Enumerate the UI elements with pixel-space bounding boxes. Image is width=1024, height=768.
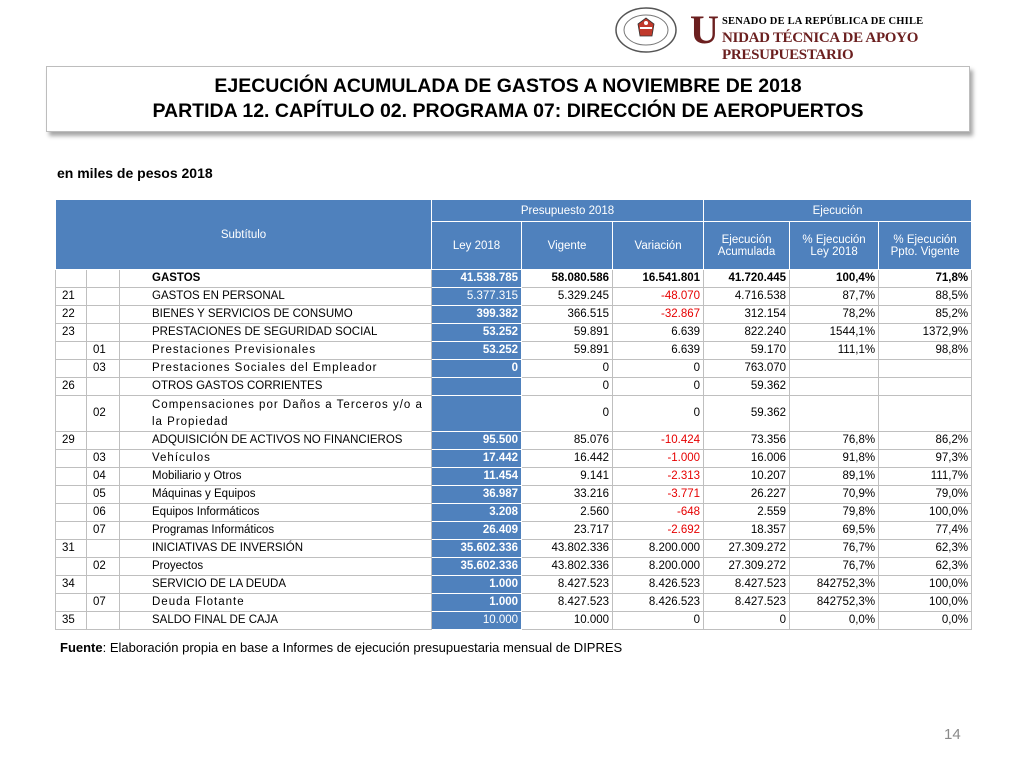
cell-ejecucion: 16.006: [704, 450, 790, 468]
cell-variacion: -32.867: [613, 306, 704, 324]
cell-ejecucion: 4.716.538: [704, 288, 790, 306]
cell-ejecucion: 27.309.272: [704, 540, 790, 558]
cell-name: ADQUISICIÓN DE ACTIVOS NO FINANCIEROS: [120, 432, 432, 450]
table-row: [56, 450, 972, 468]
cell-item: [87, 378, 120, 396]
source-text: : Elaboración propia en base a Informes de ejecución presupuestaria mensual de DIPRES: [102, 640, 623, 655]
cell-pct-ley: 70,9%: [790, 486, 879, 504]
cell-ley: [432, 396, 522, 432]
cell-pct-ley: 1544,1%: [790, 324, 879, 342]
cell-item: [87, 306, 120, 324]
cell-pct-ley: 842752,3%: [790, 576, 879, 594]
cell-pct-vigente: 77,4%: [879, 522, 972, 540]
cell-ley: 17.442: [432, 450, 522, 468]
slide-title-box: [46, 66, 970, 132]
cell-variacion: -648: [613, 504, 704, 522]
table-row: [56, 504, 972, 522]
cell-subtitulo: 34: [56, 576, 87, 594]
cell-pct-ley: [790, 360, 879, 378]
cell-name: Vehículos: [120, 450, 432, 468]
cell-ejecucion: 8.427.523: [704, 576, 790, 594]
cell-vigente: 58.080.586: [522, 270, 613, 288]
cell-pct-vigente: 100,0%: [879, 576, 972, 594]
cell-item: [87, 270, 120, 288]
cell-ley: 1.000: [432, 594, 522, 612]
header-ejecucion-acumulada: [704, 222, 790, 270]
header-ejecucion-acumulada-line2: Acumulada: [717, 245, 776, 258]
table-row: [56, 522, 972, 540]
cell-pct-ley: 76,7%: [790, 540, 879, 558]
table-row: [56, 558, 972, 576]
header-ejecucion-group: Ejecución: [704, 200, 972, 222]
source-label: Fuente: [60, 640, 103, 655]
cell-variacion: 8.426.523: [613, 576, 704, 594]
cell-name: Deuda Flotante: [120, 594, 432, 612]
header-pct-vigente-line2: Ppto. Vigente: [890, 245, 960, 258]
cell-variacion: 0: [613, 612, 704, 630]
table-row: [56, 270, 972, 288]
cell-vigente: 10.000: [522, 612, 613, 630]
cell-ley: 36.987: [432, 486, 522, 504]
cell-ejecucion: 41.720.445: [704, 270, 790, 288]
cell-subtitulo: 29: [56, 432, 87, 450]
cell-pct-vigente: 100,0%: [879, 504, 972, 522]
cell-name: Equipos Informáticos: [120, 504, 432, 522]
cell-ejecucion: 59.170: [704, 342, 790, 360]
cell-ley: 10.000: [432, 612, 522, 630]
cell-name: SERVICIO DE LA DEUDA: [120, 576, 432, 594]
cell-pct-ley: 91,8%: [790, 450, 879, 468]
cell-ejecucion: 8.427.523: [704, 594, 790, 612]
cell-variacion: 6.639: [613, 342, 704, 360]
cell-item: 02: [87, 558, 120, 576]
cell-name: Proyectos: [120, 558, 432, 576]
cell-subtitulo: [56, 594, 87, 612]
cell-variacion: -2.692: [613, 522, 704, 540]
cell-item: 04: [87, 468, 120, 486]
cell-vigente: 0: [522, 396, 613, 432]
cell-item: [87, 612, 120, 630]
cell-ley: 95.500: [432, 432, 522, 450]
cell-vigente: 16.442: [522, 450, 613, 468]
cell-ley: 399.382: [432, 306, 522, 324]
header-pct-ley-line2: Ley 2018: [810, 245, 858, 258]
cell-name: INICIATIVAS DE INVERSIÓN: [120, 540, 432, 558]
cell-ejecucion: 2.559: [704, 504, 790, 522]
cell-pct-vigente: 86,2%: [879, 432, 972, 450]
cell-variacion: 6.639: [613, 324, 704, 342]
cell-subtitulo: [56, 360, 87, 378]
cell-variacion: 8.426.523: [613, 594, 704, 612]
table-row: [56, 612, 972, 630]
slide-title-line1: EJECUCIÓN ACUMULADA DE GASTOS A NOVIEMBRE DE 2018: [214, 75, 802, 97]
cell-ley: 26.409: [432, 522, 522, 540]
cell-item: 03: [87, 360, 120, 378]
cell-ley: 11.454: [432, 468, 522, 486]
table-row: [56, 342, 972, 360]
cell-variacion: -2.313: [613, 468, 704, 486]
cell-ejecucion: 59.362: [704, 396, 790, 432]
cell-subtitulo: 22: [56, 306, 87, 324]
cell-name: Máquinas y Equipos: [120, 486, 432, 504]
cell-vigente: 8.427.523: [522, 576, 613, 594]
cell-subtitulo: [56, 342, 87, 360]
cell-subtitulo: [56, 468, 87, 486]
cell-pct-ley: 111,1%: [790, 342, 879, 360]
cell-pct-vigente: 85,2%: [879, 306, 972, 324]
cell-item: [87, 576, 120, 594]
cell-name: GASTOS: [120, 270, 432, 288]
cell-name: Prestaciones Previsionales: [120, 342, 432, 360]
cell-variacion: -48.070: [613, 288, 704, 306]
cell-pct-ley: 78,2%: [790, 306, 879, 324]
cell-variacion: 8.200.000: [613, 540, 704, 558]
cell-subtitulo: [56, 450, 87, 468]
cell-ley: 35.602.336: [432, 540, 522, 558]
cell-pct-ley: 69,5%: [790, 522, 879, 540]
cell-pct-vigente: 97,3%: [879, 450, 972, 468]
cell-ejecucion: 822.240: [704, 324, 790, 342]
cell-subtitulo: 21: [56, 288, 87, 306]
header-vigente: Vigente: [522, 222, 613, 270]
header-pct-vigente: [879, 222, 972, 270]
cell-vigente: 43.802.336: [522, 558, 613, 576]
cell-subtitulo: [56, 558, 87, 576]
cell-pct-ley: 89,1%: [790, 468, 879, 486]
cell-ley: 53.252: [432, 324, 522, 342]
cell-vigente: 33.216: [522, 486, 613, 504]
cell-item: 07: [87, 594, 120, 612]
header-ejecucion-acumulada-line1: Ejecución: [721, 233, 772, 246]
cell-pct-vigente: 100,0%: [879, 594, 972, 612]
cell-name: Prestaciones Sociales del Empleador: [120, 360, 432, 378]
cell-ley: 5.377.315: [432, 288, 522, 306]
header-pct-vigente-line1: % Ejecución: [893, 233, 957, 246]
cell-pct-ley: 0,0%: [790, 612, 879, 630]
header-presupuesto-group: Presupuesto 2018: [432, 200, 704, 222]
cell-pct-vigente: 71,8%: [879, 270, 972, 288]
cell-ejecucion: 73.356: [704, 432, 790, 450]
budget-execution-table: [55, 199, 972, 630]
cell-ejecucion: 10.207: [704, 468, 790, 486]
cell-item: 02: [87, 396, 120, 432]
cell-subtitulo: [56, 504, 87, 522]
cell-variacion: 8.200.000: [613, 558, 704, 576]
cell-subtitulo: 23: [56, 324, 87, 342]
cell-vigente: 59.891: [522, 324, 613, 342]
cell-pct-vigente: 88,5%: [879, 288, 972, 306]
cell-pct-ley: [790, 378, 879, 396]
cell-pct-vigente: 111,7%: [879, 468, 972, 486]
cell-name: Programas Informáticos: [120, 522, 432, 540]
cell-ley: [432, 378, 522, 396]
cell-subtitulo: [56, 486, 87, 504]
table-row: [56, 288, 972, 306]
cell-subtitulo: 26: [56, 378, 87, 396]
cell-vigente: 366.515: [522, 306, 613, 324]
header-logo: [612, 4, 1012, 63]
table-row: [56, 432, 972, 450]
table-row: [56, 486, 972, 504]
cell-variacion: -10.424: [613, 432, 704, 450]
cell-item: 03: [87, 450, 120, 468]
source-note: [60, 640, 622, 655]
cell-variacion: 0: [613, 396, 704, 432]
cell-pct-ley: 79,8%: [790, 504, 879, 522]
header-pct-ley: [790, 222, 879, 270]
institution-name-line2: NIDAD TÉCNICA DE APOYO PRESUPUESTARIO: [722, 30, 919, 63]
cell-ley: 0: [432, 360, 522, 378]
cell-subtitulo: 35: [56, 612, 87, 630]
cell-ejecucion: 18.357: [704, 522, 790, 540]
header-subtitulo: Subtítulo: [56, 200, 432, 270]
units-label: en miles de pesos 2018: [57, 165, 213, 181]
institution-initial: U: [690, 7, 719, 52]
cell-item: [87, 540, 120, 558]
cell-item: [87, 288, 120, 306]
slide-title-line2: PARTIDA 12. CAPÍTULO 02. PROGRAMA 07: DIRECCIÓN DE AEROPUERTOS: [152, 100, 864, 122]
cell-variacion: -1.000: [613, 450, 704, 468]
cell-pct-ley: 76,8%: [790, 432, 879, 450]
cell-pct-vigente: 0,0%: [879, 612, 972, 630]
cell-pct-vigente: 1372,9%: [879, 324, 972, 342]
table-row: [56, 396, 972, 432]
cell-item: [87, 432, 120, 450]
cell-ejecucion: 0: [704, 612, 790, 630]
page-number: 14: [944, 726, 961, 743]
cell-variacion: 0: [613, 360, 704, 378]
cell-name: GASTOS EN PERSONAL: [120, 288, 432, 306]
table-row: [56, 306, 972, 324]
table-row: [56, 468, 972, 486]
cell-ley: 53.252: [432, 342, 522, 360]
cell-vigente: 9.141: [522, 468, 613, 486]
cell-item: [87, 324, 120, 342]
institution-name-line1: SENADO DE LA REPÚBLICA DE CHILE: [722, 16, 924, 27]
cell-name: BIENES Y SERVICIOS DE CONSUMO: [120, 306, 432, 324]
cell-pct-vigente: 98,8%: [879, 342, 972, 360]
cell-item: 05: [87, 486, 120, 504]
cell-pct-ley: [790, 396, 879, 432]
senate-seal-icon: [612, 6, 680, 54]
cell-pct-vigente: 62,3%: [879, 540, 972, 558]
cell-variacion: -3.771: [613, 486, 704, 504]
table-row: [56, 576, 972, 594]
cell-subtitulo: 31: [56, 540, 87, 558]
cell-vigente: 43.802.336: [522, 540, 613, 558]
table-row: [56, 594, 972, 612]
header-ley: Ley 2018: [432, 222, 522, 270]
cell-vigente: 2.560: [522, 504, 613, 522]
cell-pct-vigente: 79,0%: [879, 486, 972, 504]
cell-variacion: 0: [613, 378, 704, 396]
cell-vigente: 23.717: [522, 522, 613, 540]
cell-vigente: 59.891: [522, 342, 613, 360]
table-row: [56, 540, 972, 558]
cell-ejecucion: 26.227: [704, 486, 790, 504]
cell-name: Compensaciones por Daños a Terceros y/o a la Propiedad: [120, 396, 432, 432]
cell-pct-vigente: 62,3%: [879, 558, 972, 576]
cell-ejecucion: 312.154: [704, 306, 790, 324]
cell-pct-vigente: [879, 378, 972, 396]
cell-pct-ley: 87,7%: [790, 288, 879, 306]
cell-ley: 3.208: [432, 504, 522, 522]
cell-item: 06: [87, 504, 120, 522]
cell-variacion: 16.541.801: [613, 270, 704, 288]
cell-name: SALDO FINAL DE CAJA: [120, 612, 432, 630]
cell-pct-ley: 100,4%: [790, 270, 879, 288]
cell-vigente: 5.329.245: [522, 288, 613, 306]
table-row: [56, 324, 972, 342]
cell-vigente: 0: [522, 378, 613, 396]
cell-pct-ley: 76,7%: [790, 558, 879, 576]
cell-pct-ley: 842752,3%: [790, 594, 879, 612]
table-row: [56, 360, 972, 378]
cell-name: OTROS GASTOS CORRIENTES: [120, 378, 432, 396]
cell-name: PRESTACIONES DE SEGURIDAD SOCIAL: [120, 324, 432, 342]
cell-vigente: 85.076: [522, 432, 613, 450]
cell-subtitulo: [56, 270, 87, 288]
cell-item: 07: [87, 522, 120, 540]
cell-vigente: 8.427.523: [522, 594, 613, 612]
cell-item: 01: [87, 342, 120, 360]
cell-pct-vigente: [879, 360, 972, 378]
cell-ley: 1.000: [432, 576, 522, 594]
table-row: [56, 378, 972, 396]
cell-ley: 41.538.785: [432, 270, 522, 288]
cell-ejecucion: 763.070: [704, 360, 790, 378]
cell-name: Mobiliario y Otros: [120, 468, 432, 486]
cell-ley: 35.602.336: [432, 558, 522, 576]
header-pct-ley-line1: % Ejecución: [802, 233, 866, 246]
cell-vigente: 0: [522, 360, 613, 378]
cell-ejecucion: 59.362: [704, 378, 790, 396]
header-variacion: Variación: [613, 222, 704, 270]
cell-pct-vigente: [879, 396, 972, 432]
cell-subtitulo: [56, 396, 87, 432]
cell-subtitulo: [56, 522, 87, 540]
cell-ejecucion: 27.309.272: [704, 558, 790, 576]
